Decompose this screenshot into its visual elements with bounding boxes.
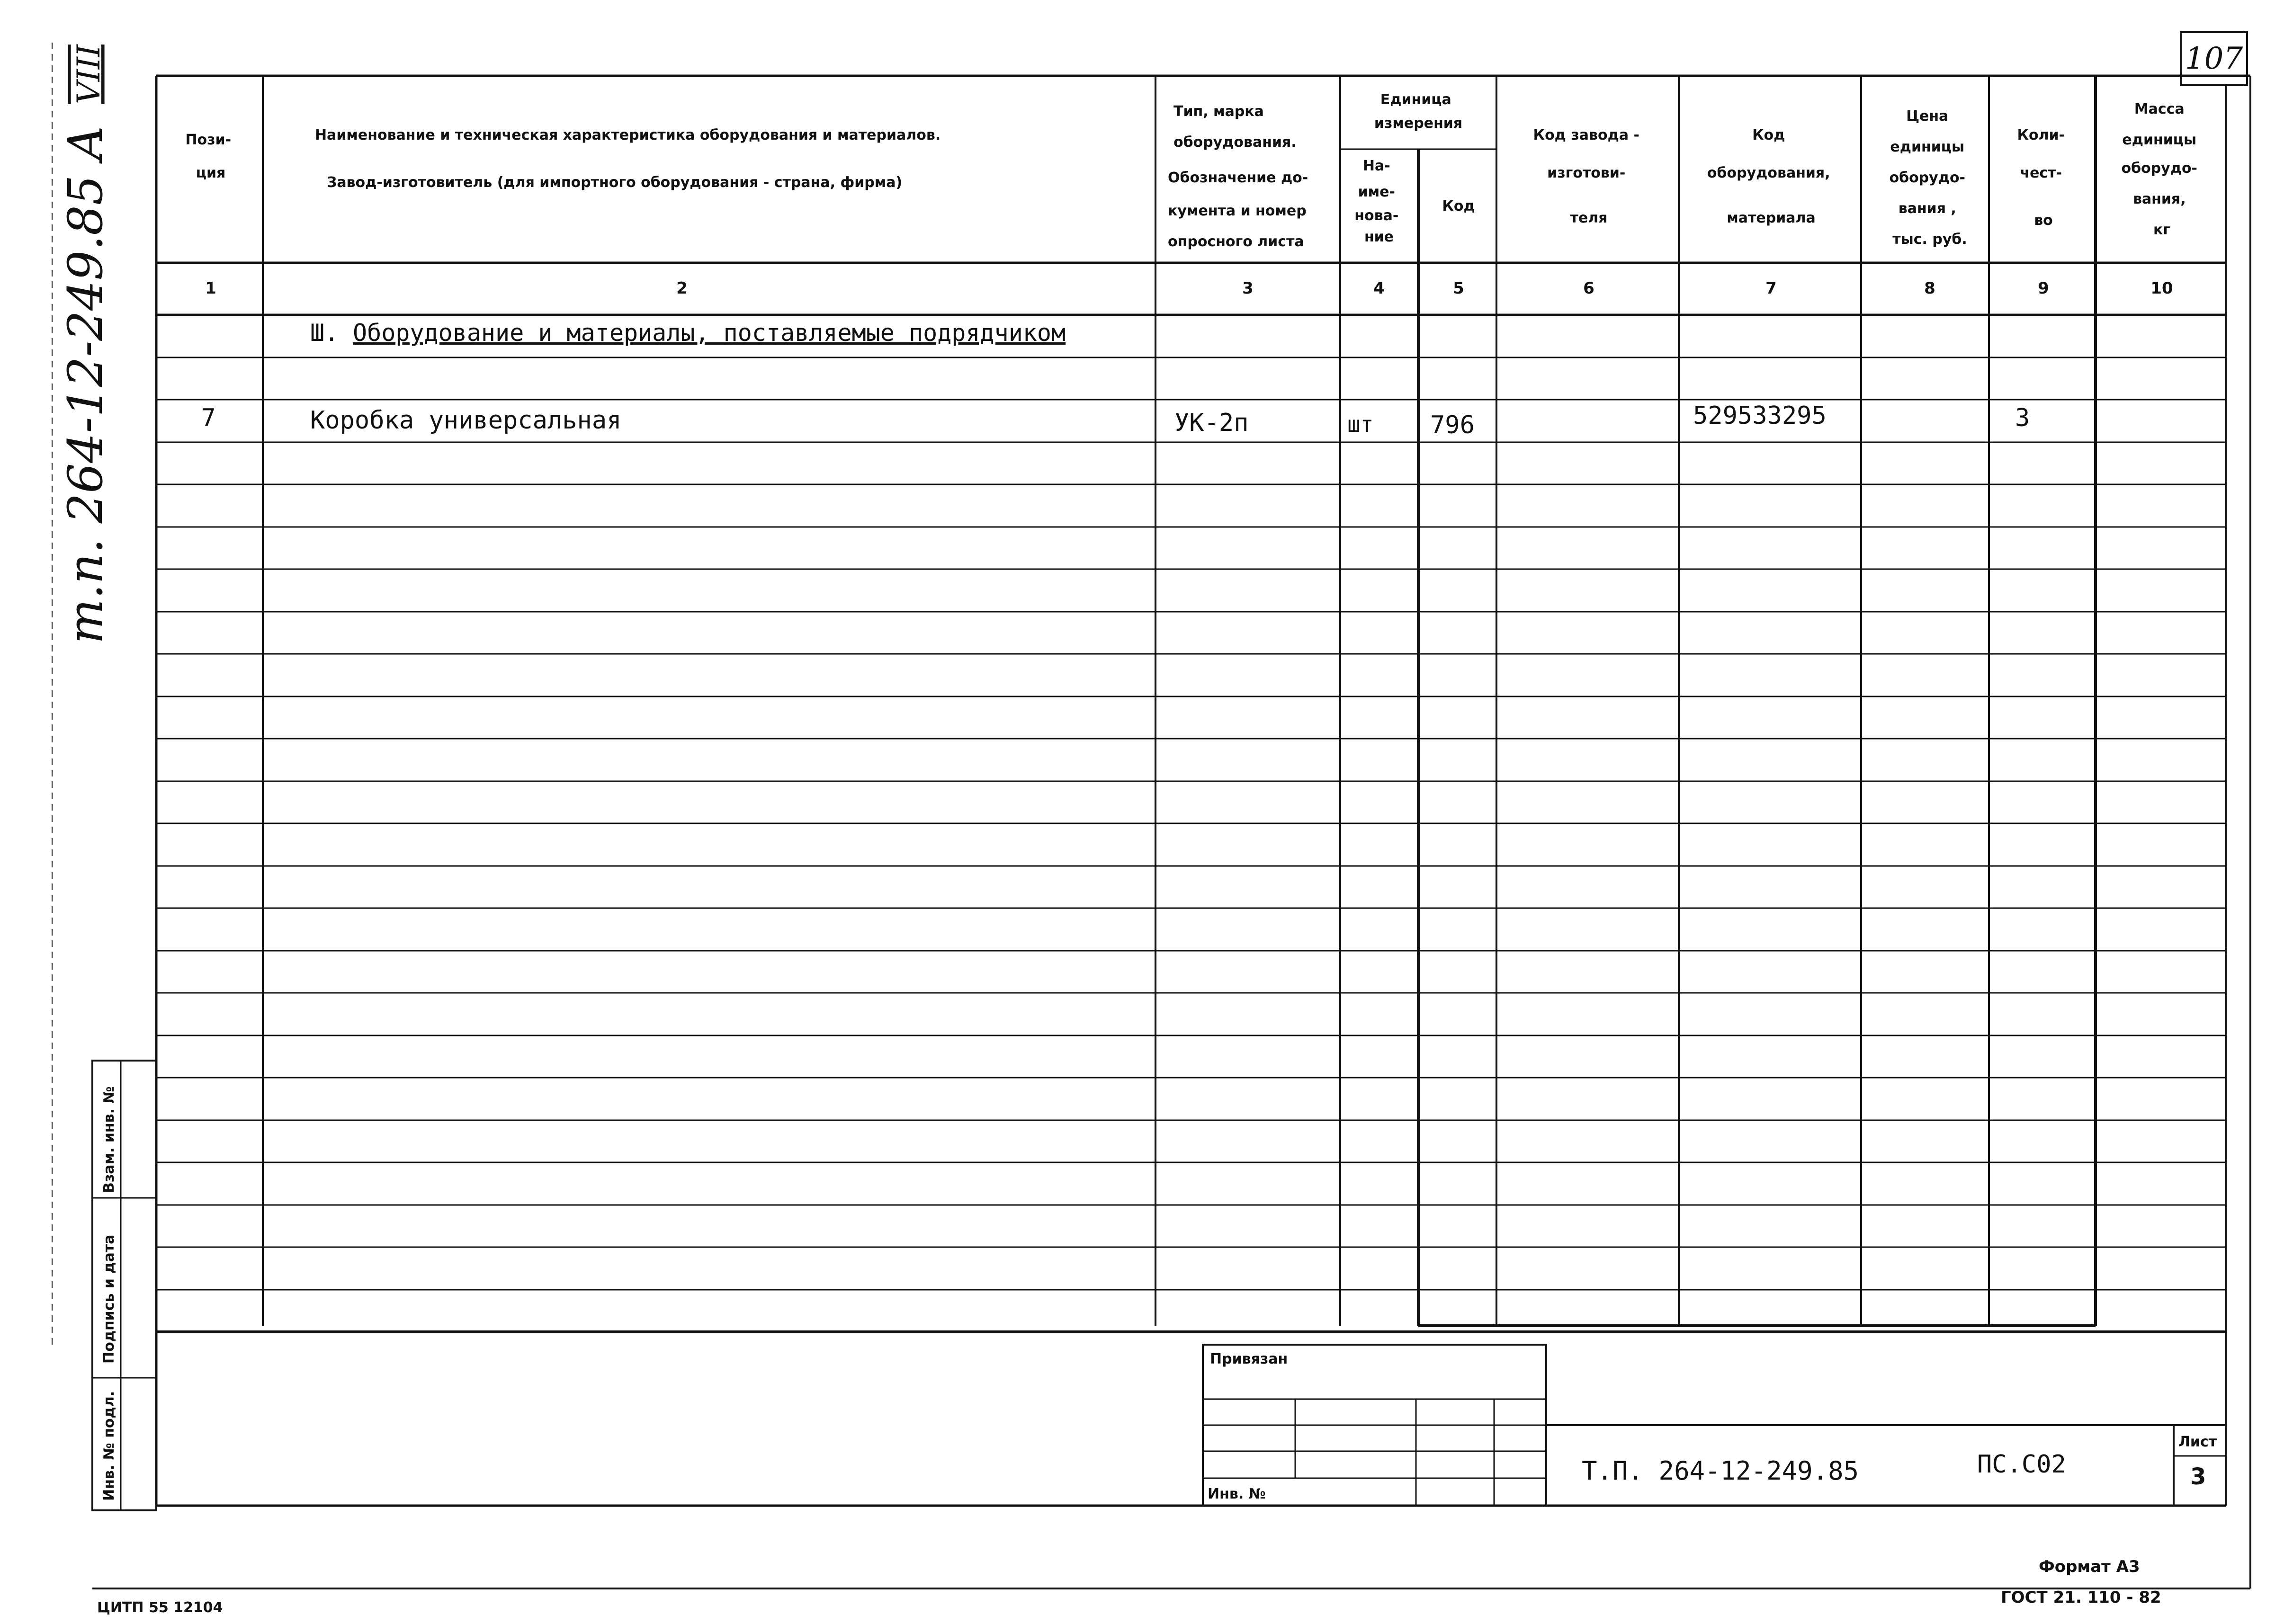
cell-equipment-code: 529533295	[1693, 402, 1827, 430]
document-code: ПС.С02	[1977, 1450, 2066, 1479]
column-number: 6	[1583, 279, 1594, 298]
original-inv-label: Инв. № подл.	[101, 1391, 117, 1501]
sheet-label: Лист	[2178, 1434, 2217, 1450]
cell-position: 7	[201, 404, 216, 432]
margin-annotation	[58, 175, 113, 644]
cell-unit-name: шт	[1347, 411, 1374, 437]
cell-quantity: 3	[2015, 404, 2030, 432]
side-stamp-label-2	[101, 1235, 117, 1364]
header-unit-name: На- име- нова- ние	[1354, 158, 1399, 245]
margin-annotation-text: т.п. 264-12-249.85	[58, 175, 113, 644]
sheet-number: 3	[2190, 1463, 2206, 1490]
column-number: 1	[205, 279, 216, 298]
column-number: 3	[1242, 279, 1254, 298]
header-equipment-code: Код оборудования, материала	[1707, 127, 1830, 226]
footer-gost: ГОСТ 21. 110 - 82	[2001, 1588, 2161, 1607]
margin-album-letter: А	[58, 125, 113, 161]
replace-inv-label: Взам. инв. №	[101, 1086, 117, 1193]
side-stamp-label-3	[101, 1391, 117, 1501]
column-number: 5	[1453, 279, 1464, 298]
page-number: 107	[2185, 41, 2243, 76]
header-price: Цена единицы оборудо- вания , тыс. руб.	[1889, 108, 1967, 248]
header-position: Пози- ция	[185, 132, 232, 181]
cell-type: УК-2п	[1174, 409, 1249, 437]
header-mass: Масса единицы оборудо- вания, кг	[2121, 101, 2198, 238]
footer-format: Формат А3	[2039, 1557, 2140, 1576]
column-number: 7	[1765, 279, 1777, 298]
footer-cipt: ЦИТП 55 12104	[97, 1599, 223, 1616]
header-type: Тип, марка оборудования. Обозначение до- кумента и номер опросного листа	[1168, 103, 1308, 250]
header-unit-group: Единица измерения	[1374, 91, 1463, 132]
cell-unit-code: 796	[1430, 411, 1475, 439]
margin-album-number	[71, 44, 107, 104]
header-quantity: Коли- чест- во	[2017, 127, 2065, 229]
column-number: 2	[676, 279, 688, 298]
section-title-prefix: Ш.	[310, 319, 339, 347]
side-stamp-label-1	[101, 1086, 117, 1193]
document-designation: Т.П. 264-12-249.85	[1582, 1456, 1859, 1486]
attached-label: Привязан	[1210, 1351, 1288, 1367]
margin-album-roman: VIII	[71, 45, 107, 104]
column-number: 4	[1373, 279, 1385, 298]
header-unit-code: Код	[1442, 198, 1475, 214]
inv-label: Инв. №	[1208, 1486, 1266, 1502]
signature-date-label: Подпись и дата	[101, 1234, 117, 1364]
column-number: 8	[1924, 279, 1935, 298]
header-name: Наименование и техническая характеристика оборудования и материалов. Завод-изготовитель (для импортного оборудования - страна, фирма)	[315, 127, 941, 191]
section-title	[310, 319, 1066, 347]
column-number: 10	[2150, 279, 2173, 298]
header-factory-code: Код завода - изготови- теля	[1533, 127, 1639, 226]
margin-album-label	[58, 125, 113, 164]
column-number: 9	[2038, 279, 2049, 298]
section-title-text: Оборудование и материалы, поставляемые подрядчиком	[353, 319, 1066, 347]
cell-name: Коробка универсальная	[310, 406, 622, 435]
